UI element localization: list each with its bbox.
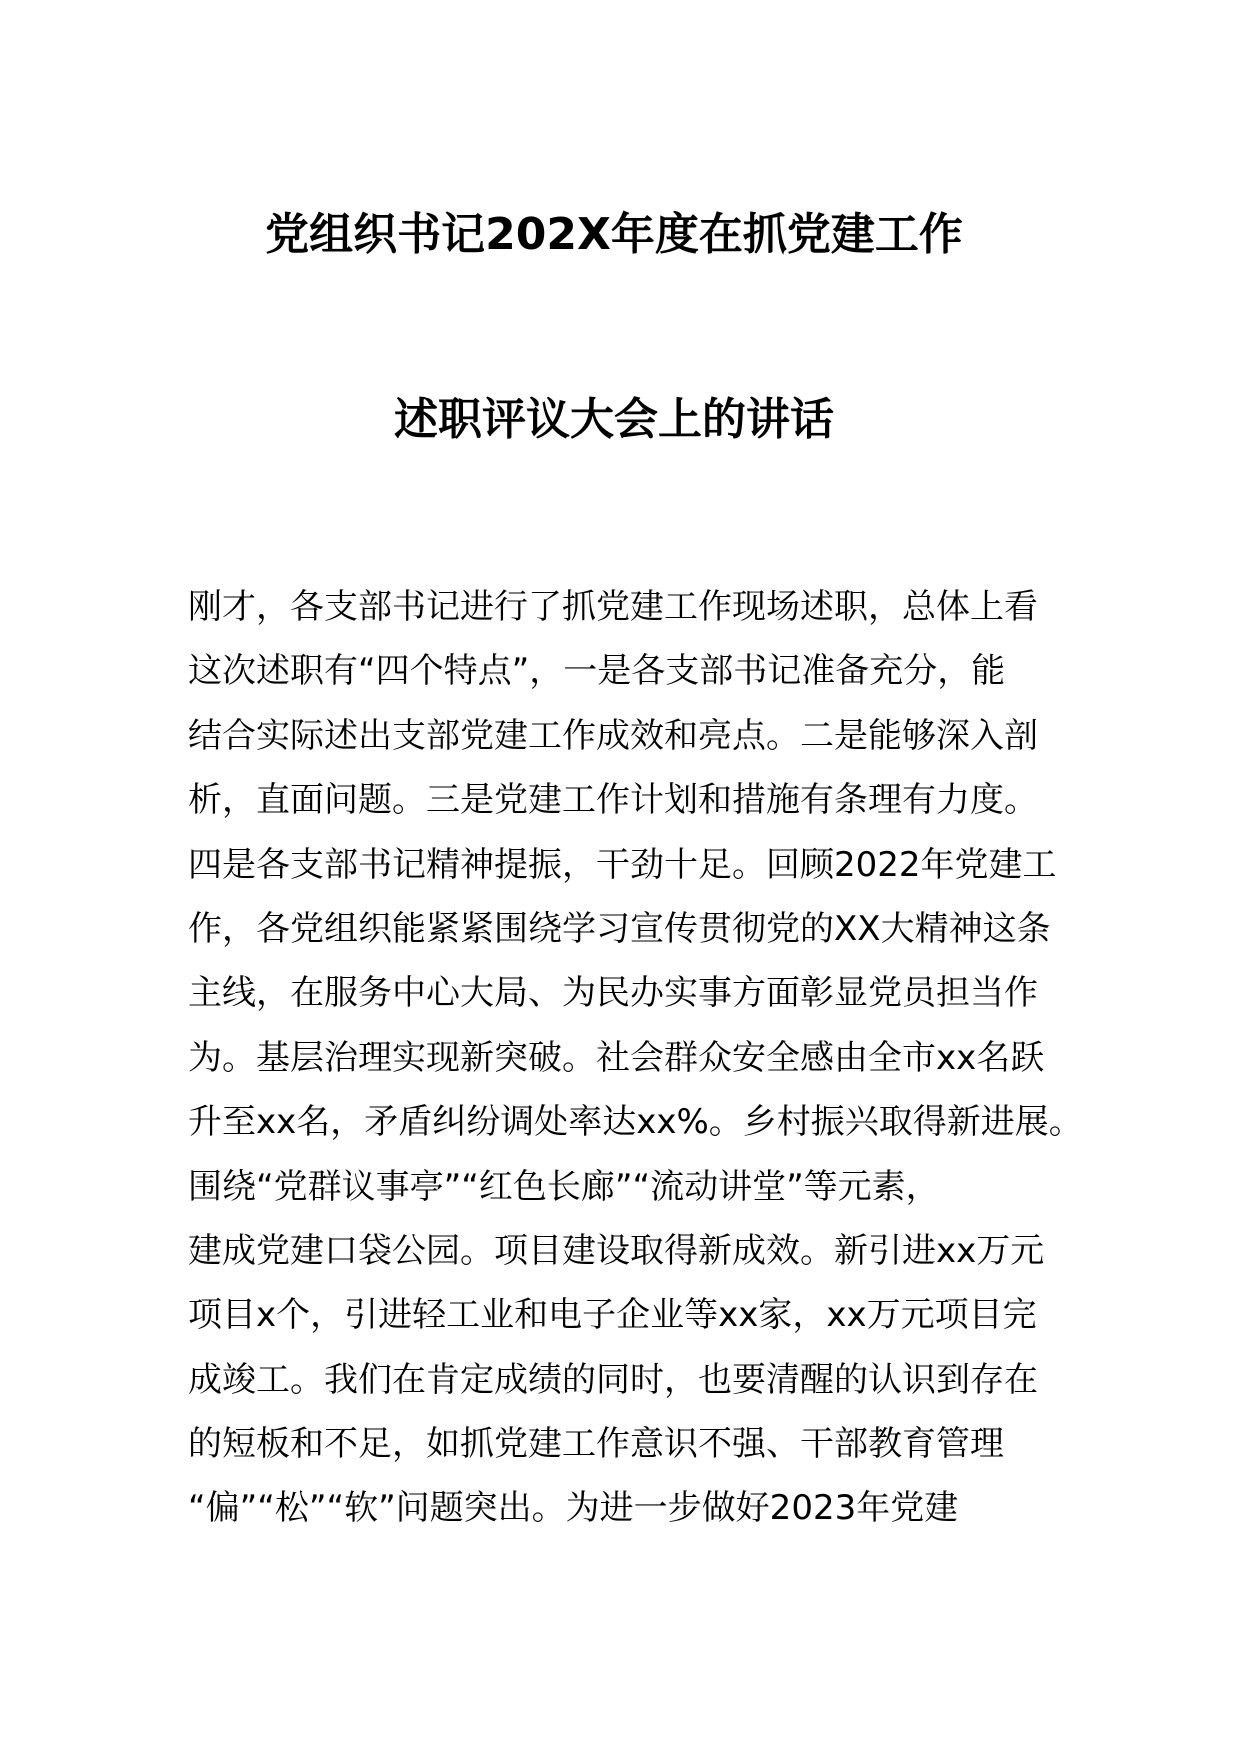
- body-line-5: 四是各支部书记精神提振，干劲十足。回顾2022年党建工: [188, 844, 1057, 885]
- body-line-8: 为。基层治理实现新突破。社会群众安全感由全市xx名跃: [188, 1037, 1045, 1078]
- body-line-14: 的短板和不足，如抓党建工作意识不强、干部教育管理: [188, 1424, 1004, 1465]
- body-line-9: 升至xx名，矛盾纠纷调处率达xx%。乡村振兴取得新进展。: [188, 1102, 1083, 1143]
- document-title-line-2: 述职评议大会上的讲话: [394, 394, 834, 445]
- body-line-10: 围绕“党群议事亭”“红色长廊”“流动讲堂”等元素，: [188, 1166, 940, 1207]
- body-line-2: 这次述职有“四个特点”，一是各支部书记准备充分，能: [188, 651, 1006, 692]
- body-line-1: 刚才，各支部书记进行了抓党建工作现场述职，总体上看: [188, 587, 1038, 627]
- body-line-12: 项目x个，引进轻工业和电子企业等xx家，xx万元项目完: [188, 1295, 1037, 1336]
- body-line-6: 作，各党组织能紧紧围绕学习宣传贯彻党的XX大精神这条: [188, 908, 1051, 949]
- document-body: [188, 575, 1083, 1541]
- body-line-3: 结合实际述出支部党建工作成效和亮点。二是能够深入剖: [188, 715, 1038, 756]
- body-line-4: 析，直面问题。三是党建工作计划和措施有条理有力度。: [188, 780, 1038, 821]
- document-title-line-1: 党组织书记202X年度在抓党建工作: [265, 209, 963, 260]
- body-line-11: 建成党建口袋公园。项目建设取得新成效。新引进xx万元: [188, 1230, 1045, 1271]
- body-line-13: 成竣工。我们在肯定成绩的同时，也要清醒的认识到存在: [188, 1359, 1038, 1400]
- body-line-7: 主线，在服务中心大局、为民办实事方面彰显党员担当作: [188, 973, 1038, 1014]
- body-line-15: “偏”“松”“软”问题突出。为进一步做好2023年党建: [188, 1488, 959, 1529]
